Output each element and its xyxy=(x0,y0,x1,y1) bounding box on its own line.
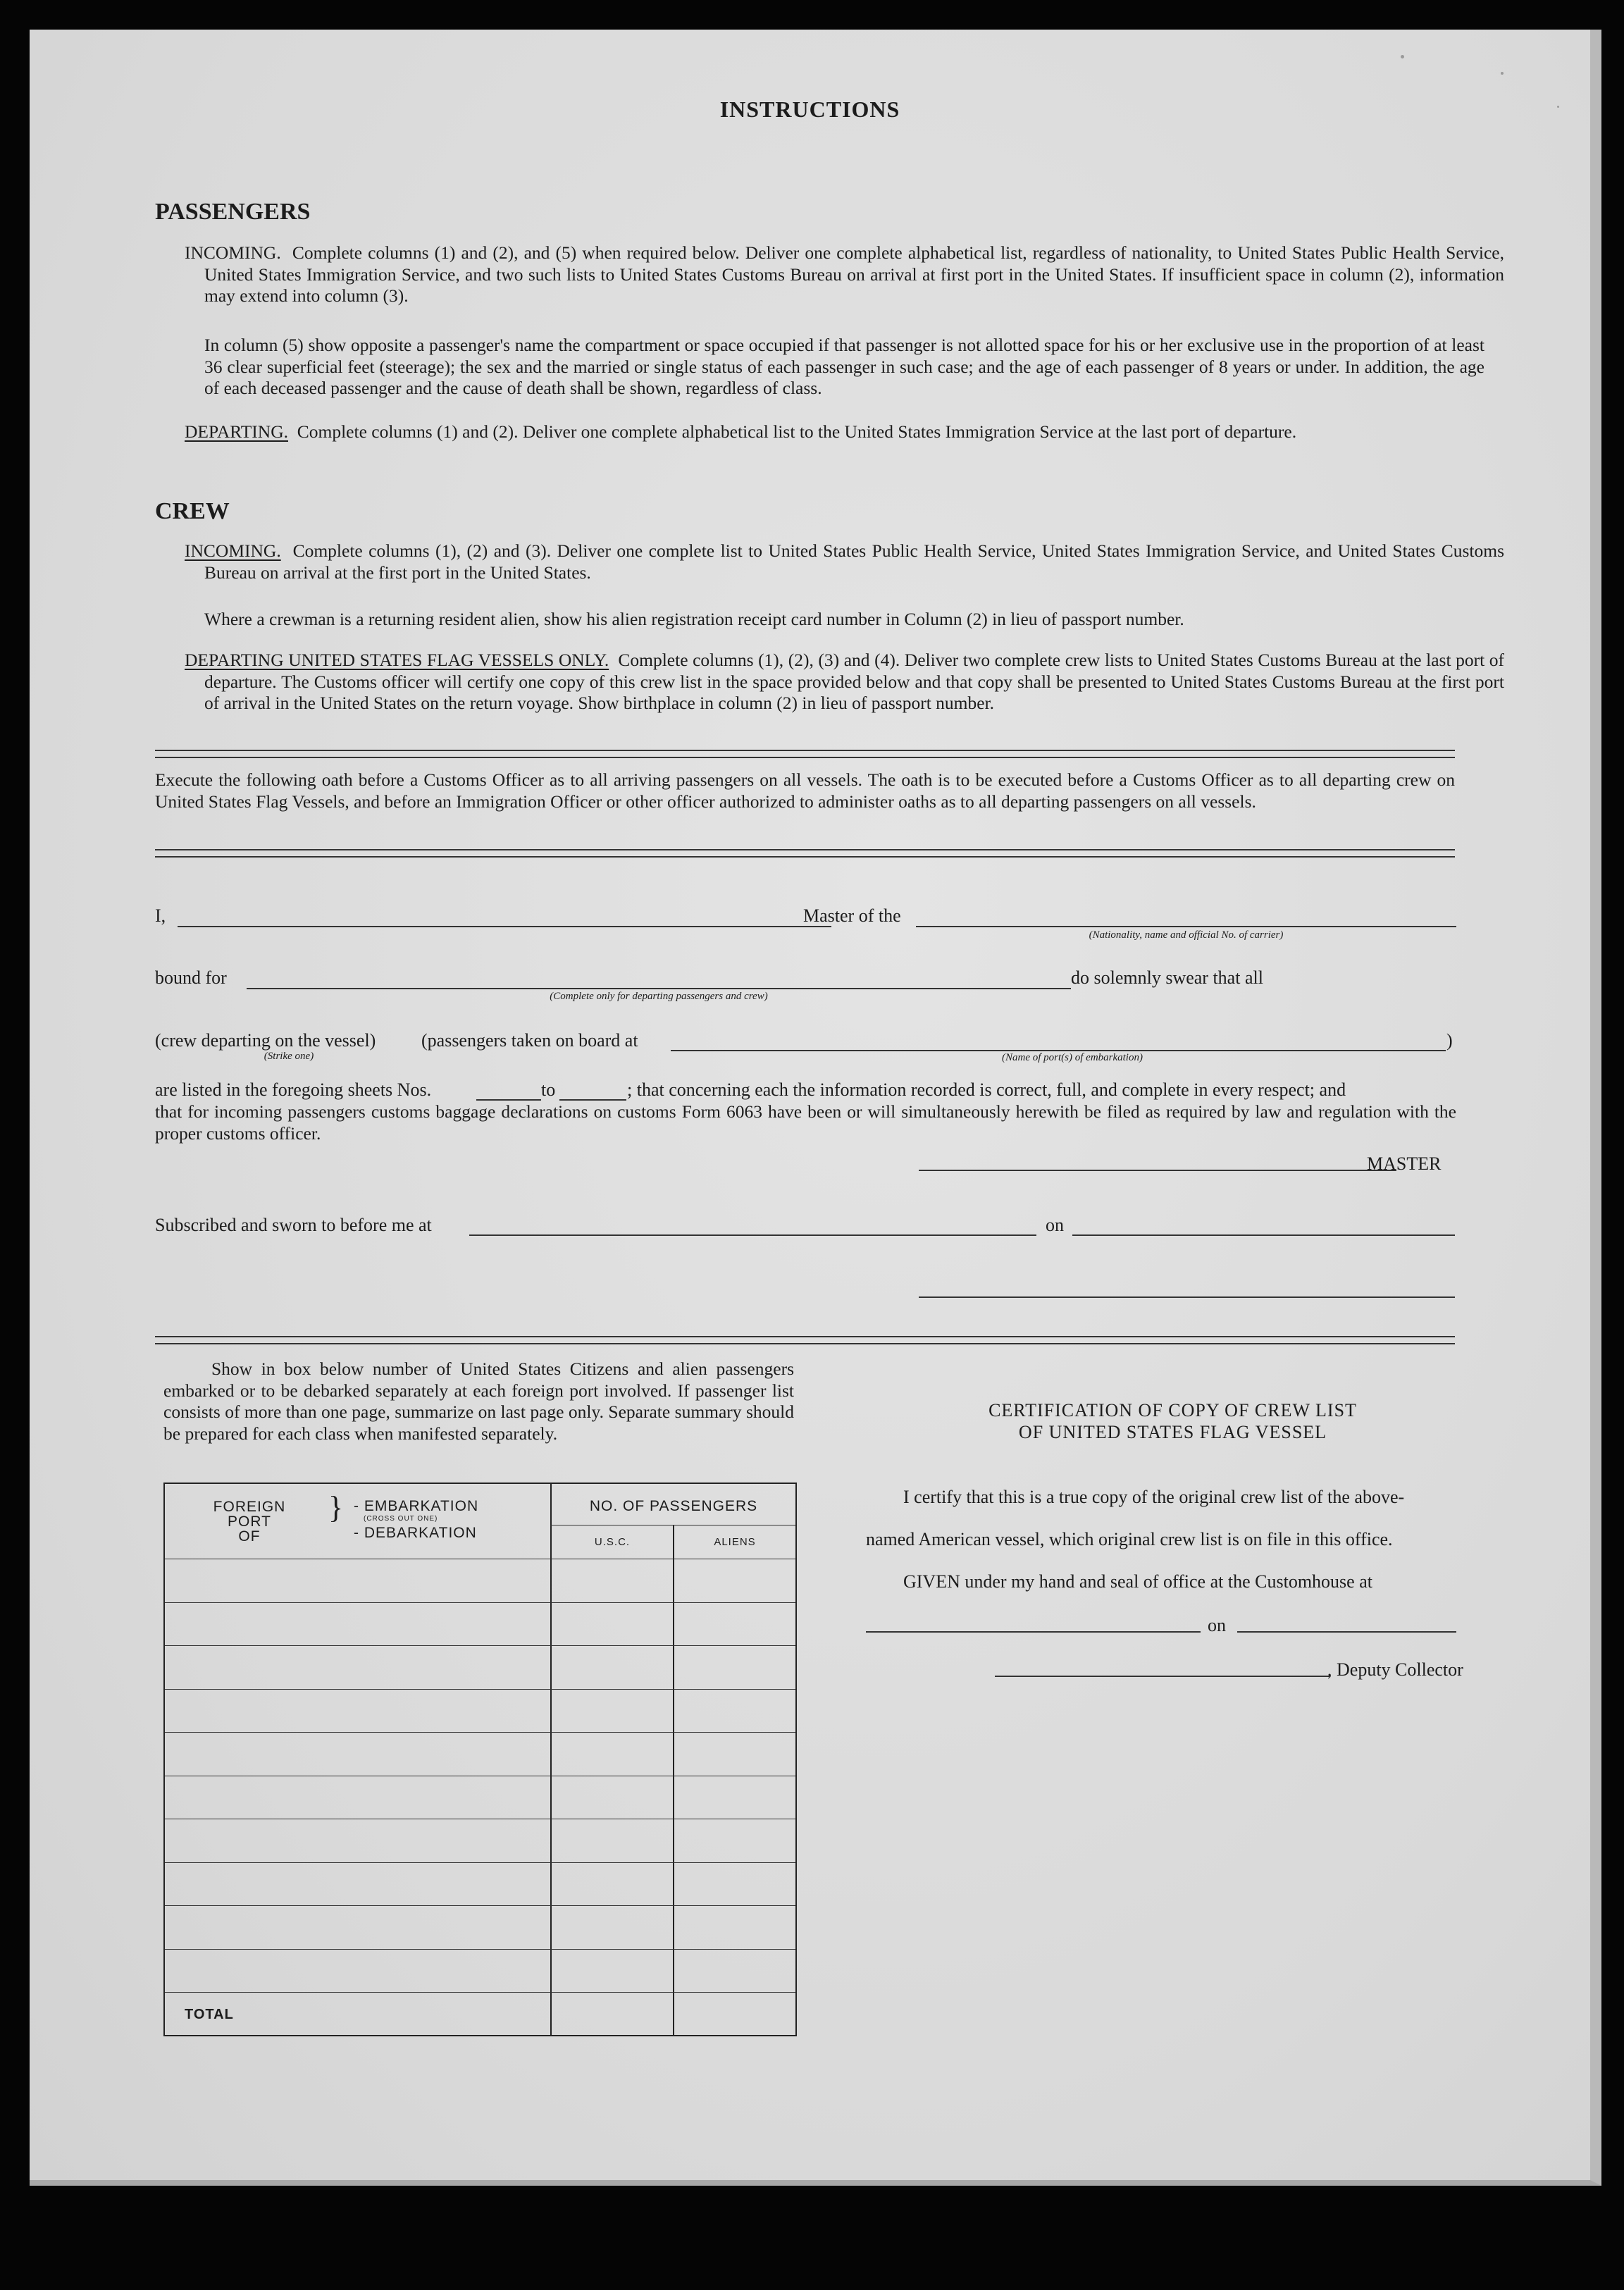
certification-on-label: on xyxy=(1208,1615,1226,1635)
master-label: MASTER xyxy=(1367,1153,1442,1174)
passengers-heading: PASSENGERS xyxy=(155,199,311,225)
passengers-column5-paragraph: In column (5) show opposite a passenger's name the compartment or space occupied if that passenger is not allotted space for his or her exclusive use in the proportion of at least 36 clear superficial feet (steerage); the sex and the married or single status of each passenger in such case; and the age of each passenger of 8 years or under. In addition, the age of each deceased passenger and the cause of death shall be shown, regardless of class. xyxy=(204,335,1484,398)
crew-departing-paragraph xyxy=(185,650,1504,714)
deputy-collector-label: , Deputy Collector xyxy=(1327,1659,1463,1680)
bound-for-hint: (Complete only for departing passengers and crew) xyxy=(550,991,768,1002)
sworn-place-field[interactable] xyxy=(469,1234,1036,1236)
passenger-summary-table xyxy=(163,1483,797,2036)
listed-to-label: to xyxy=(541,1079,556,1100)
page-title: INSTRUCTIONS xyxy=(719,97,900,122)
passengers-incoming-text: Complete columns (1) and (2), and (5) when required below. Deliver one complete alphabetical list, regardless of nationality, to United States Public Health Service, United States Immigration Service, and two such lists to United States Customs Bureau on arrival at first port in the United States. If insufficient space in column (2), information may extend into column (3). xyxy=(204,242,1505,306)
passengers-incoming-label: INCOMING. xyxy=(185,242,281,263)
embarkation-header[interactable]: - EMBARKATION xyxy=(354,1498,479,1514)
crew-resident-paragraph: Where a crewman is a returning resident alien, show his alien registration receipt card number in Column (2) in lieu of passport number. xyxy=(204,609,1184,629)
sheets-from-field[interactable] xyxy=(476,1099,541,1101)
certification-heading: CERTIFICATION OF COPY OF CREW LIST OF UNITED STATES FLAG VESSEL xyxy=(988,1400,1357,1442)
speck xyxy=(1401,55,1404,58)
brace-icon: } xyxy=(328,1490,344,1525)
certify-line-1: I certify that this is a true copy of the original crew list of the above- xyxy=(903,1487,1405,1507)
master-name-field[interactable] xyxy=(178,926,831,927)
listed-text: that for incoming passengers customs baggage declarations on customs Form 6063 have been or will simultaneously herewith be filed as required by law and regulation with the proper customs officer. xyxy=(155,1101,1456,1144)
sworn-on-label: on xyxy=(1046,1215,1064,1235)
strike-one-hint: (Strike one) xyxy=(264,1051,314,1062)
passengers-departing-label: DEPARTING. xyxy=(185,421,288,442)
carrier-field[interactable] xyxy=(916,926,1456,927)
passengers-incoming-paragraph xyxy=(185,242,1504,307)
divider xyxy=(155,750,1455,758)
aliens-header: ALIENS xyxy=(714,1536,756,1548)
crew-departing-text: Complete columns (1), (2), (3) and (4). Deliver two complete crew lists to United States Customs Bureau at the last port of departure. The Customs officer will certify one copy of this crew list in the space provided below and that copy shall be presented to United States Customs Bureau at the first port of arrival in the United States on the return voyage. Show birthplace in column (2) in lieu of passport number. xyxy=(204,650,1504,713)
debarkation-header[interactable]: - DEBARKATION xyxy=(354,1525,477,1541)
oath-i-label: I, xyxy=(155,905,166,926)
foreign-port-header: FOREIGN PORT OF xyxy=(213,1499,286,1545)
given-line: GIVEN under my hand and seal of office at the Customhouse at xyxy=(903,1571,1372,1592)
crew-departing-label: DEPARTING UNITED STATES FLAG VESSELS ONLY. xyxy=(185,650,609,670)
no-passengers-header: NO. OF PASSENGERS xyxy=(589,1498,758,1514)
crew-heading: CREW xyxy=(155,498,230,524)
crew-departing-option[interactable]: (crew departing on the vessel) xyxy=(155,1030,376,1051)
master-signature-field[interactable] xyxy=(919,1170,1396,1171)
usc-header: U.S.C. xyxy=(594,1536,631,1548)
bound-for-field[interactable] xyxy=(247,988,1071,989)
crew-incoming-label: INCOMING. xyxy=(185,540,281,561)
certification-date-field[interactable] xyxy=(1237,1631,1456,1633)
sworn-date-field[interactable] xyxy=(1072,1234,1455,1236)
embarkation-port-field[interactable] xyxy=(671,1050,1446,1051)
divider xyxy=(155,849,1455,858)
form-page xyxy=(30,30,1601,2186)
customhouse-field[interactable] xyxy=(866,1631,1201,1633)
divider xyxy=(155,1336,1455,1344)
officer-signature-field[interactable] xyxy=(919,1296,1455,1298)
swear-label: do solemnly swear that all xyxy=(1071,967,1263,988)
subscribed-label: Subscribed and sworn to before me at xyxy=(155,1215,432,1235)
deputy-signature-field[interactable] xyxy=(995,1676,1329,1677)
master-of-label: Master of the xyxy=(803,905,901,926)
passengers-taken-option[interactable]: (passengers taken on board at xyxy=(421,1030,638,1051)
passengers-departing-paragraph xyxy=(185,421,1504,443)
speck xyxy=(1501,72,1504,75)
crew-incoming-text: Complete columns (1), (2) and (3). Deliver one complete list to United States Public Health Service, United States Immigration Service, and United States Customs Bureau on arrival at the first port in the United States. xyxy=(204,540,1505,583)
passengers-departing-text: Complete columns (1) and (2). Deliver one complete alphabetical list to the United States Immigration Service at the last port of departure. xyxy=(297,421,1297,442)
crew-incoming-paragraph xyxy=(185,540,1504,583)
certify-line-2: named American vessel, which original crew list is on file in this office. xyxy=(866,1529,1393,1549)
cross-out-note: (CROSS OUT ONE) xyxy=(364,1515,438,1523)
carrier-hint: (Nationality, name and official No. of carrier) xyxy=(1089,929,1284,941)
listed-label: are listed in the foregoing sheets Nos. xyxy=(155,1079,432,1100)
bound-for-label: bound for xyxy=(155,967,227,988)
listed-continued: ; that concerning each the information recorded is correct, full, and complete in every respect; and xyxy=(627,1079,1346,1100)
speck xyxy=(1557,106,1559,108)
embarkation-port-hint: (Name of port(s) of embarkation) xyxy=(1002,1052,1143,1063)
summary-instructions: Show in box below number of United States Citizens and alien passengers embarked or to be debarked separately at each foreign port involved. If passenger list consists of more than one page, summarize on last page only. Separate summary should be prepared for each class when manifested separately. xyxy=(163,1358,794,1444)
sheets-to-field[interactable] xyxy=(559,1099,626,1101)
total-label: TOTAL xyxy=(185,2007,234,2022)
oath-instructions: Execute the following oath before a Customs Officer as to all arriving passengers on all vessels. The oath is to be executed before a Customs Officer as to all departing crew on United States Flag Vessels, and before an Immigration Officer or other officer authorized to administer oaths as to all departing passengers on all vessels. xyxy=(155,769,1455,812)
close-paren: ) xyxy=(1446,1030,1453,1051)
